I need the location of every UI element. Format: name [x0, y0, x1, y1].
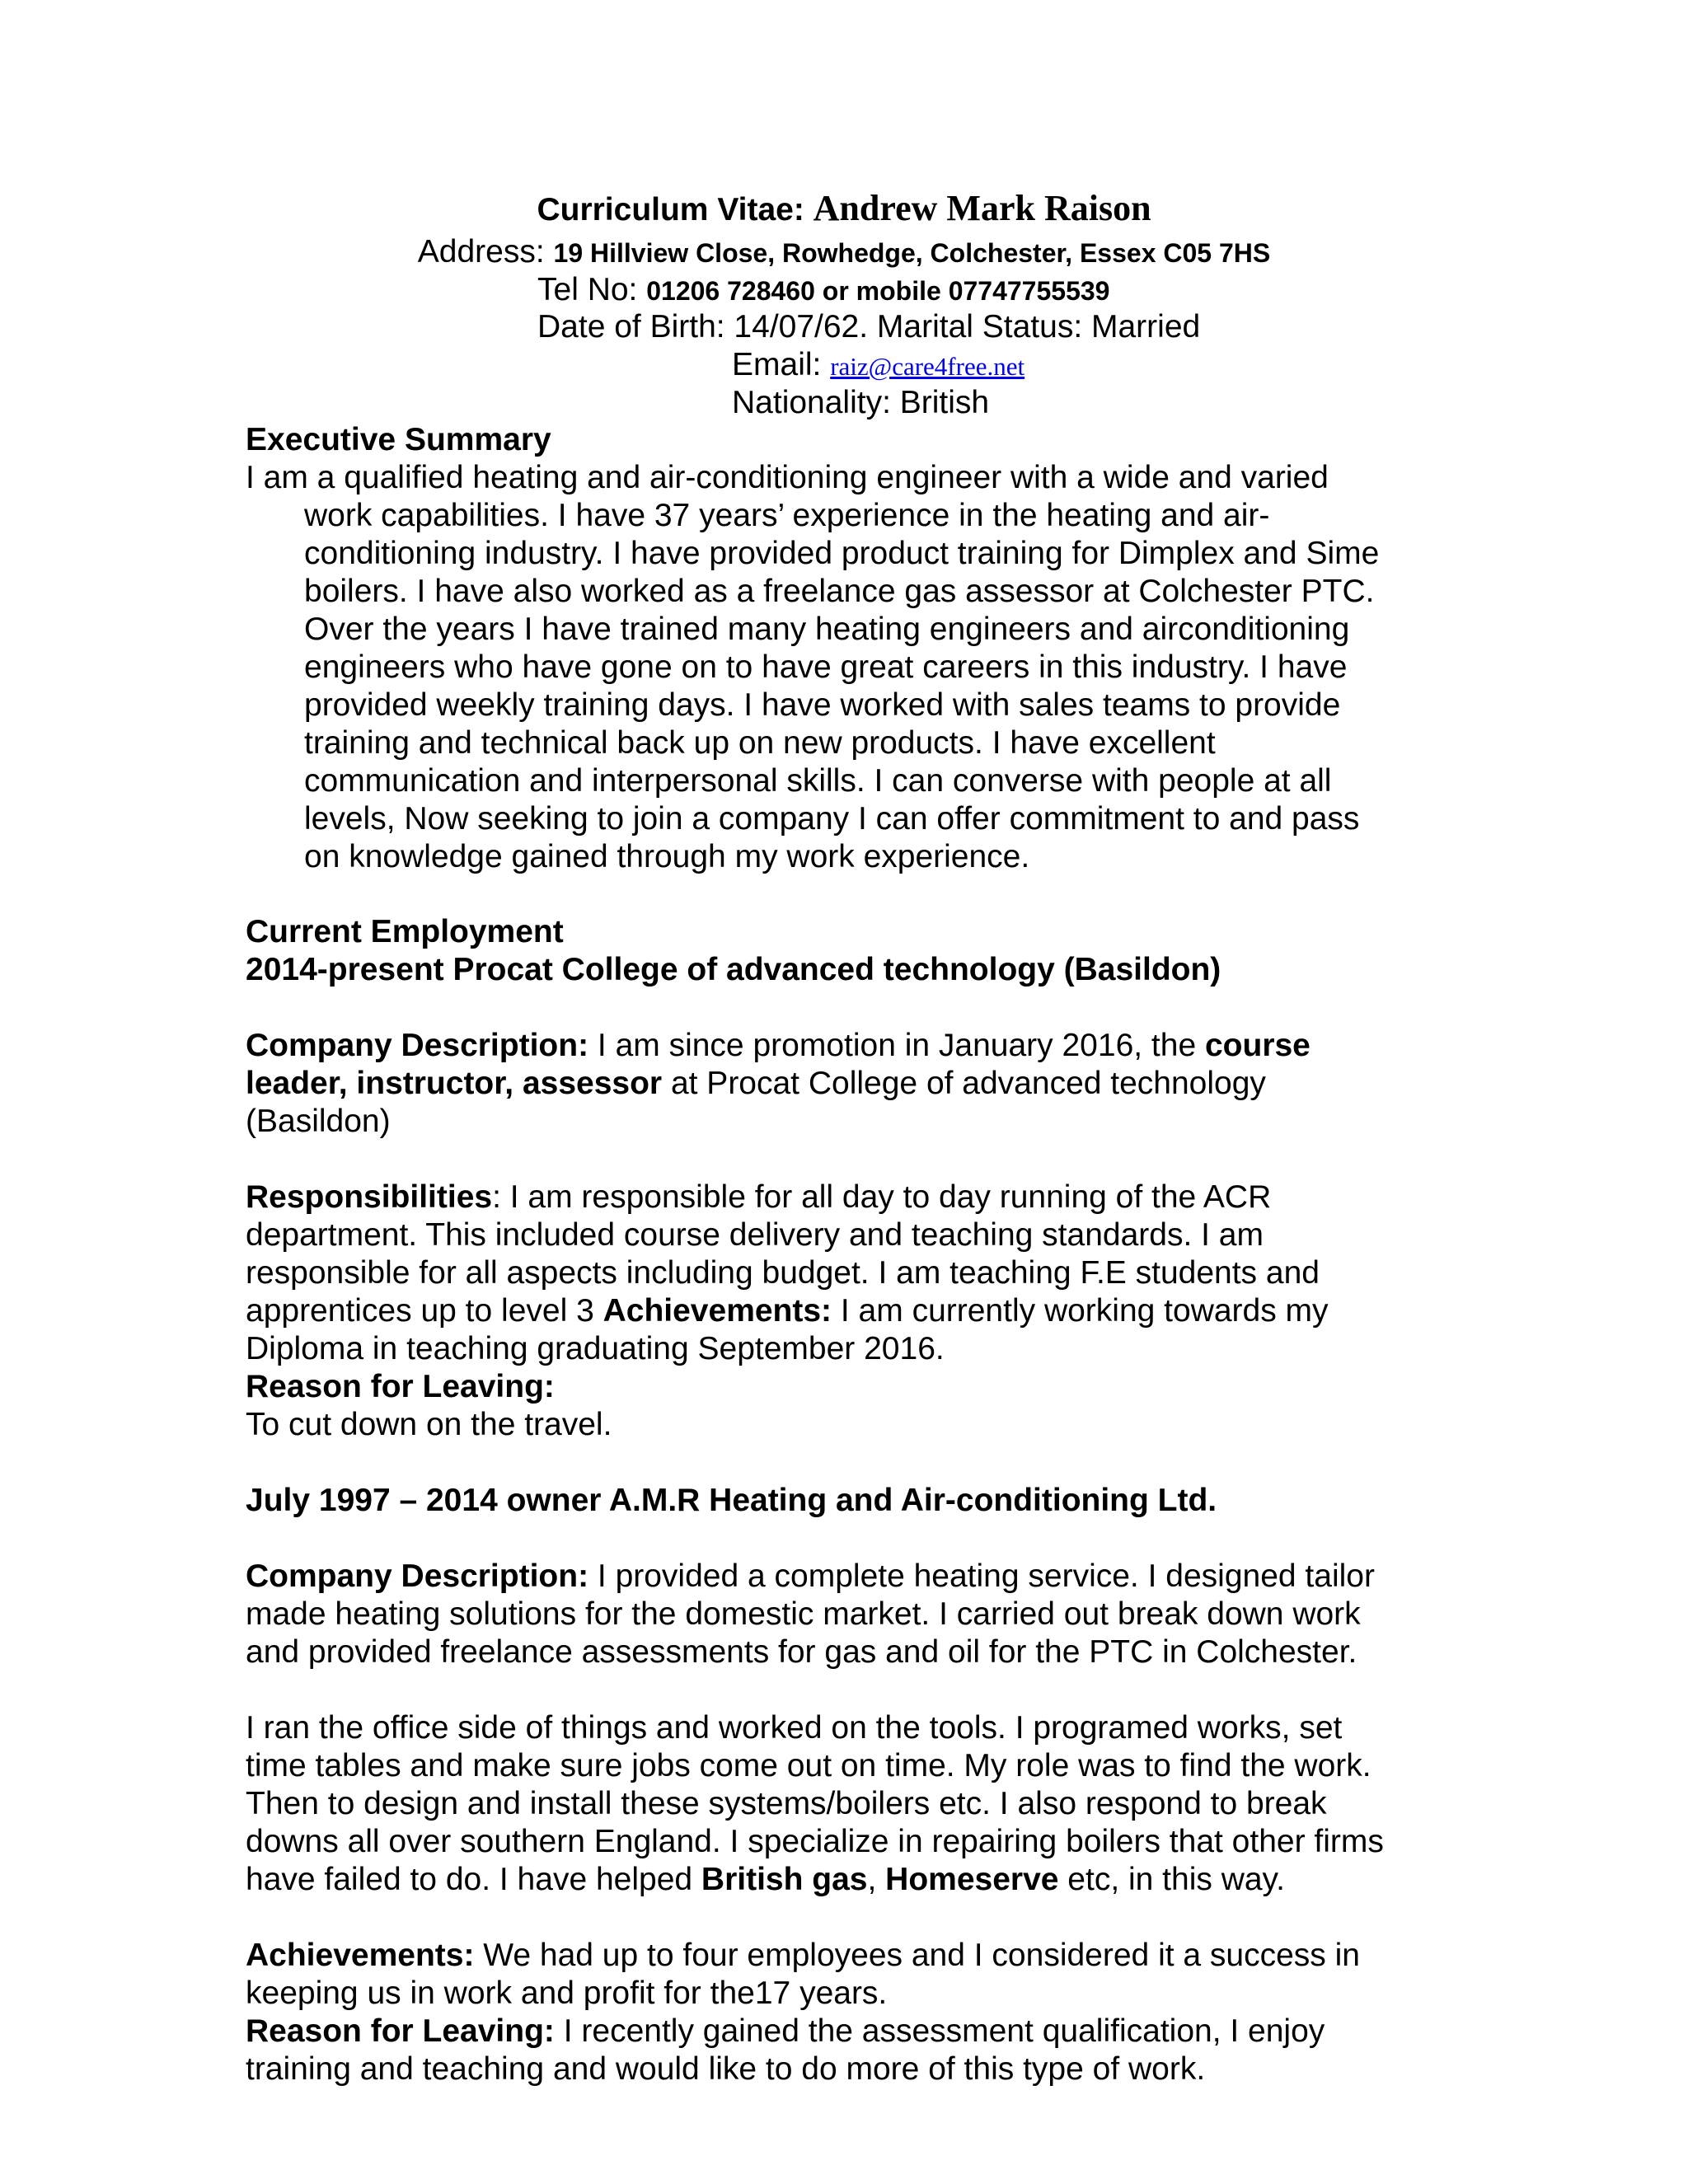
email-label: Email:	[732, 347, 822, 382]
resp-text: : I am responsible for all day to day running of the ACR	[492, 1179, 1272, 1215]
summary-line: engineers who have gone on to have great careers in this industry. I have	[304, 649, 1348, 685]
para-bold: Homeserve	[885, 1862, 1059, 1897]
previous-desc-line	[246, 1558, 1375, 1596]
desc-text: at Procat College of advanced technology	[662, 1066, 1266, 1101]
previous-job-title: July 1997 – 2014 owner A.M.R Heating and Air-conditioning Ltd.	[246, 1483, 1217, 1518]
previous-ach-line	[246, 1937, 1360, 1975]
desc-label: Company Description:	[246, 1558, 589, 1594]
current-desc-line	[246, 1065, 1266, 1103]
current-resp-line: department. This included course delivery and teaching standards. I am	[246, 1217, 1264, 1253]
summary-line: boilers. I have also worked as a freelance gas assessor at Colchester PTC.	[304, 574, 1375, 609]
para-text: etc, in this way.	[1058, 1862, 1285, 1897]
email-link[interactable]: raiz@care4free.net	[830, 352, 1025, 381]
para-text: have failed to do. I have helped	[246, 1862, 701, 1897]
desc-text: I am since promotion in January 2016, the	[588, 1028, 1205, 1063]
cv-label: Curriculum Vitae:	[537, 192, 804, 227]
cv-title	[0, 190, 1688, 229]
summary-line: on knowledge gained through my work experience.	[304, 839, 1030, 874]
ach-label: Achievements:	[603, 1293, 832, 1329]
desc-bold: leader, instructor, assessor	[246, 1066, 663, 1101]
candidate-name: Andrew Mark Raison	[813, 188, 1151, 228]
address-label: Address:	[417, 234, 545, 269]
address-line	[0, 233, 1688, 272]
current-ach-line: Diploma in teaching graduating September 2016.	[246, 1331, 945, 1366]
desc-bold: course	[1204, 1028, 1311, 1063]
nationality-line: Nationality: British	[732, 385, 990, 420]
current-reason-text: To cut down on the travel.	[246, 1407, 612, 1442]
previous-para-line: I ran the office side of things and worked on the tools. I programed works, set	[246, 1710, 1343, 1746]
current-resp-line: responsible for all aspects including budget. I am teaching F.E students and	[246, 1255, 1320, 1291]
email-line	[732, 346, 1025, 386]
current-resp-line	[246, 1292, 1329, 1330]
summary-line: work capabilities. I have 37 years’ experience in the heating and air-	[304, 498, 1270, 533]
previous-reason-line: training and teaching and would like to do more of this type of work.	[246, 2051, 1206, 2087]
tel-line	[537, 271, 1109, 310]
reason-text: I recently gained the assessment qualification, I enjoy	[554, 2013, 1325, 2049]
tel-value: 01206 728460 or mobile 07747755539	[646, 276, 1110, 306]
summary-line: training and technical back up on new products. I have excellent	[304, 725, 1216, 761]
current-reason-label: Reason for Leaving:	[246, 1369, 555, 1404]
ach-label: Achievements:	[246, 1938, 475, 1973]
previous-desc-line: made heating solutions for the domestic market. I carried out break down work	[246, 1596, 1361, 1632]
summary-line: provided weekly training days. I have worked with sales teams to provide	[304, 687, 1341, 723]
summary-line: Over the years I have trained many heating engineers and airconditioning	[304, 612, 1350, 647]
current-resp-line	[246, 1179, 1271, 1216]
ach-text: I am currently working towards my	[832, 1293, 1329, 1329]
para-bold: British gas	[701, 1862, 868, 1897]
current-desc-line	[246, 1027, 1311, 1065]
summary-line: communication and interpersonal skills. I can converse with people at all	[304, 763, 1332, 799]
summary-heading: Executive Summary	[246, 422, 551, 457]
previous-para-line: time tables and make sure jobs come out on time. My role was to find the work.	[246, 1748, 1372, 1783]
ach-text: We had up to four employees and I considered it a success in	[474, 1938, 1360, 1973]
dob-line: Date of Birth: 14/07/62. Marital Status: Married	[537, 309, 1201, 344]
current-desc-line: (Basildon)	[246, 1104, 391, 1139]
previous-reason-line	[246, 2013, 1325, 2050]
summary-line: I am a qualified heating and air-conditioning engineer with a wide and varied	[246, 460, 1329, 495]
para-text: ,	[867, 1862, 886, 1897]
reason-label: Reason for Leaving:	[246, 2013, 555, 2049]
previous-para-line: Then to design and install these systems/boilers etc. I also respond to break	[246, 1786, 1327, 1821]
previous-para-line: downs all over southern England. I specialize in repairing boilers that other firms	[246, 1824, 1384, 1859]
summary-line: levels, Now seeking to join a company I can offer commitment to and pass	[304, 801, 1360, 837]
desc-text: I provided a complete heating service. I designed tailor	[588, 1558, 1375, 1594]
current-employment-heading: Current Employment	[246, 914, 564, 949]
summary-line: conditioning industry. I have provided product training for Dimplex and Sime	[304, 536, 1380, 571]
previous-ach-line: keeping us in work and profit for the17 years.	[246, 1975, 888, 2011]
previous-desc-line: and provided freelance assessments for gas and oil for the PTC in Colchester.	[246, 1634, 1357, 1670]
desc-label: Company Description:	[246, 1028, 589, 1063]
resp-label: Responsibilities	[246, 1179, 493, 1215]
address-value: 19 Hillview Close, Rowhedge, Colchester, Essex C05 7HS	[553, 238, 1271, 268]
tel-label: Tel No:	[537, 272, 638, 307]
current-job-title: 2014-present Procat College of advanced technology (Basildon)	[246, 952, 1221, 987]
previous-para-line	[246, 1861, 1285, 1899]
resp-text: apprentices up to level 3	[246, 1293, 603, 1329]
